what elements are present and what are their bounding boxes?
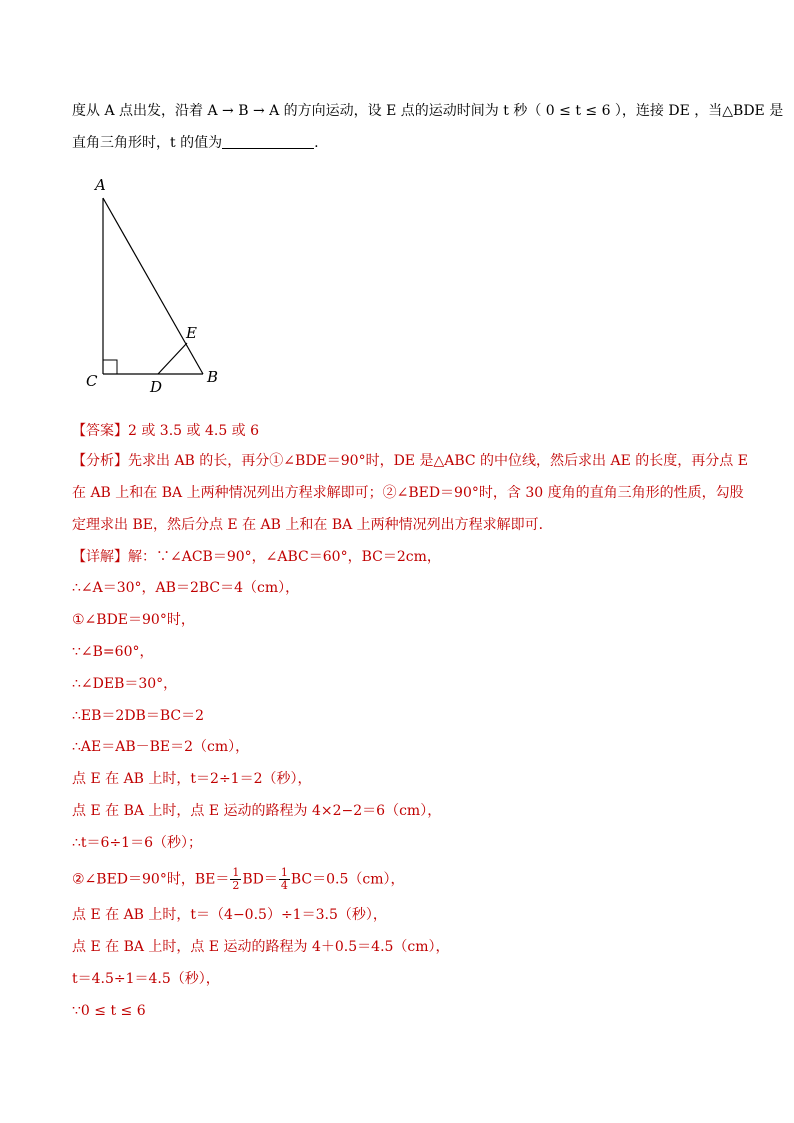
detail-line-15: ∵0 ≤ t ≤ 6 (72, 1003, 146, 1019)
triangle-figure (78, 168, 238, 398)
detail-line-4: ∵∠B=60°， (72, 644, 154, 660)
fraction-one-quarter (279, 867, 290, 892)
detail-tag: 【详解】 (72, 549, 128, 565)
fraction-numerator: 1 (280, 866, 288, 879)
detail-line-12: 点 E 在 AB 上时，t＝（4−0.5）÷1＝3.5（秒）， (72, 907, 387, 923)
detail-line-13: 点 E 在 BA 上时，点 E 运动的路程为 4＋0.5＝4.5（cm）， (72, 939, 450, 955)
detail-line-14: t＝4.5÷1＝4.5（秒）， (72, 971, 220, 987)
detail-line-10: ∴t＝6÷1＝6（秒）； (72, 835, 202, 851)
problem-line-1: 度从 A 点出发，沿着 A → B → A 的方向运动，设 E 点的运动时间为 t 秒（ 0 ≤ t ≤ 6 ），连接 DE ，当△BDE 是 (72, 103, 784, 119)
problem-line-2-text: 直角三角形时，t 的值为 (72, 135, 223, 151)
detail-line-6: ∴EB＝2DB＝BC＝2 (72, 708, 205, 724)
detail-11-a: ②∠BED＝90°时，BE＝ (72, 871, 230, 888)
detail-11-b: BD＝ (242, 871, 278, 888)
triangle-diagram (78, 168, 238, 398)
detail-line-7: ∴AE＝AB－BE＝2（cm）， (72, 739, 250, 755)
fraction-denominator: 2 (232, 879, 240, 892)
analysis-tag: 【分析】 (72, 453, 128, 469)
fraction-one-half (230, 867, 241, 892)
detail-line-8: 点 E 在 AB 上时，t＝2÷1＝2（秒）， (72, 771, 312, 787)
analysis-text-1: 先求出 AB 的长，再分①∠BDE＝90°时，DE 是△ABC 的中位线，然后求出 AE 的长度，再分点 E (128, 453, 748, 469)
detail-text-1: 解：∵∠ACB＝90°，∠ABC＝60°，BC＝2cm， (128, 549, 441, 565)
side-ab (103, 198, 203, 374)
vertex-label-a: A (95, 176, 106, 194)
answer-line (72, 421, 259, 441)
detail-line-3: ①∠BDE＝90°时， (72, 612, 195, 628)
detail-line-11 (72, 867, 405, 892)
detail-11-c: BC＝0.5（cm）， (290, 871, 405, 888)
problem-line-2 (72, 133, 319, 153)
detail-line-2: ∴∠A＝30°，AB＝2BC＝4（cm）， (72, 580, 300, 596)
analysis-line-1 (72, 451, 748, 471)
point-label-d: D (150, 378, 163, 396)
fraction-denominator: 4 (280, 879, 288, 892)
answer-blank (222, 134, 314, 149)
answer-text: 2 或 3.5 或 4.5 或 6 (128, 423, 260, 439)
detail-line-5: ∴∠DEB＝30°， (72, 676, 178, 692)
segment-de (158, 343, 187, 374)
analysis-line-3: 定理求出 BE，然后分点 E 在 AB 上和在 BA 上两种情况列出方程求解即可． (72, 517, 553, 533)
fraction-numerator: 1 (232, 866, 240, 879)
detail-line-1 (72, 547, 441, 567)
vertex-label-c: C (86, 372, 98, 390)
detail-line-9: 点 E 在 BA 上时，点 E 运动的路程为 4×2−2＝6（cm）， (72, 803, 442, 819)
vertex-label-b: B (207, 368, 219, 386)
problem-line-2-end: . (314, 135, 319, 151)
right-angle-mark (103, 360, 117, 374)
answer-tag: 【答案】 (72, 423, 128, 439)
analysis-line-2: 在 AB 上和在 BA 上两种情况列出方程求解即可；②∠BED＝90°时，含 30 度角的直角三角形的性质，勾股 (72, 485, 744, 501)
point-label-e: E (186, 324, 197, 342)
